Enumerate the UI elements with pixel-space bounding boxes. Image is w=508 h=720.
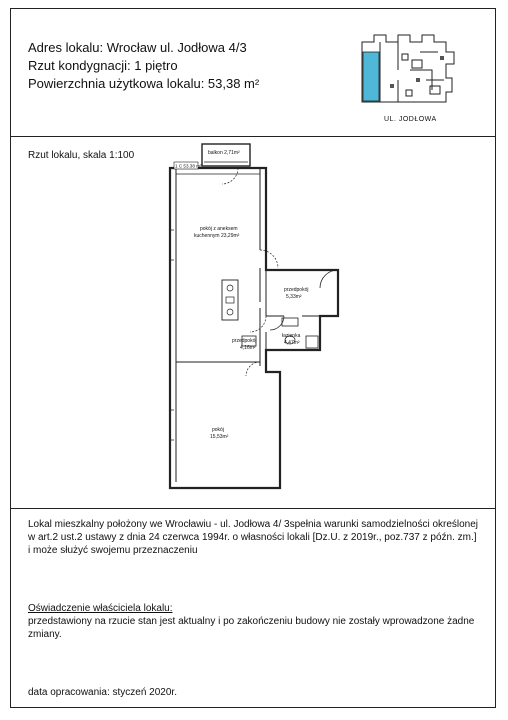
legal-paragraph [28,518,478,557]
owner-line-1: przedstawiony na rzucie stan jest aktualny i po zakończeniu budowy nie zostały wprowadzone żadne [28,616,475,627]
scale-label: Rzut lokalu, skala 1:100 [28,150,135,161]
address-line: Adres lokalu: Wrocław ul. Jodłowa 4/3 [28,40,247,55]
area-line: Powierzchnia użytkowa lokalu: 53,38 m² [28,76,260,91]
unit-tag: 1 C 53.38 m² [175,163,202,169]
owner-line-2: zmiany. [28,629,62,640]
room-hall1-name: przedpokój [284,287,309,293]
room-hall2-area: 4,16m² [240,345,256,351]
room-hall2-name: przedpokój [232,338,257,344]
room-living-name: pokój z aneksem [200,226,238,232]
room-bedroom-name: pokój [212,427,224,433]
header-divider [10,136,496,137]
plan-divider [10,508,496,509]
date-line: data opracowania: styczeń 2020r. [28,687,177,698]
legal-line-1: Lokal mieszkalny położony we Wrocławiu - ul. Jodłowa 4/ 3spełnia warunki samodzielności określonej [28,519,479,530]
room-living-area: kuchennym 23,29m² [194,233,240,239]
owner-heading: Oświadczenie właściciela lokalu: [28,603,173,614]
room-balcony: balkon 2,71m² [208,150,240,156]
legal-line-3: i może służyć swojemu przeznaczeniu [28,545,198,556]
room-bath-area: 4,47m² [284,340,300,346]
room-hall1-area: 5,33m² [286,294,302,300]
room-bedroom-area: 15,53m² [210,434,229,440]
street-label: UL. JODŁOWA [384,116,437,123]
floor-plan [160,140,360,500]
owner-statement [28,615,474,641]
key-plan [350,30,460,110]
floor-line: Rzut kondygnacji: 1 piętro [28,58,178,73]
room-bath-name: łazienka [282,333,301,339]
key-plan-highlight [363,52,379,101]
legal-line-2: w art.2 ust.2 ustawy z dnia 24 czerwca 1994r. o własności lokali [Dz.U. z 2019r., poz.737 z późn. zm.] [28,532,477,543]
